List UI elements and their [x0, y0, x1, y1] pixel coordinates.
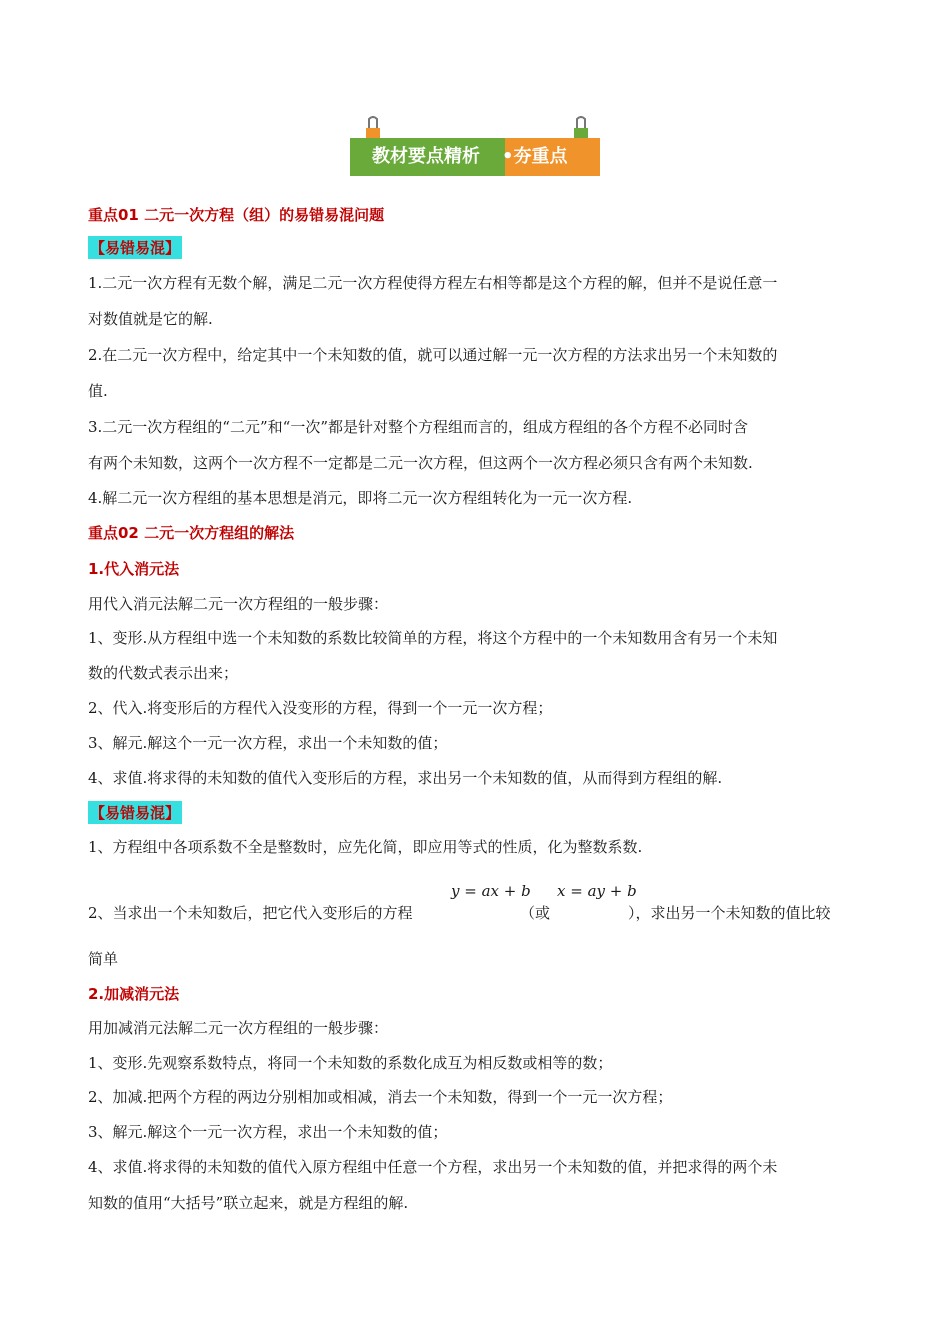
- paragraph-line: 3.二元一次方程组的“二元”和“一次”都是针对整个方程组而言的，组成方程组的各个方程不必同时含: [88, 418, 748, 436]
- paragraph-line: 2、代入.将变形后的方程代入没变形的方程，得到一个一元一次方程；: [88, 699, 553, 717]
- paragraph-line: 对数值就是它的解.: [88, 310, 213, 328]
- paragraph-line: 1、方程组中各项系数不全是整数时，应先化简，即应用等式的性质，化为整数系数.: [88, 838, 643, 856]
- subheading-substitution: 1.代入消元法: [88, 560, 180, 578]
- paragraph-line: 简单: [88, 950, 119, 968]
- subheading-elimination: 2.加减消元法: [88, 985, 180, 1003]
- paragraph-line: 用代入消元法解二元一次方程组的一般步骤：: [88, 595, 389, 613]
- paragraph-line: 用加减消元法解二元一次方程组的一般步骤：: [88, 1019, 389, 1037]
- paragraph-line: 3、解元.解这个一元一次方程，求出一个未知数的值；: [88, 734, 448, 752]
- paragraph-line: 知数的值用“大括号”联立起来，就是方程组的解.: [88, 1194, 409, 1212]
- paragraph-line: 4、求值.将求得的未知数的值代入原方程组中任意一个方程，求出另一个未知数的值，并把求得的两个未: [88, 1158, 778, 1176]
- section-banner: [350, 116, 600, 178]
- equation-x: x = ay + b: [557, 882, 637, 900]
- banner-title: 教材要点精析: [372, 146, 480, 167]
- paragraph-line: 有两个未知数，这两个一次方程不一定都是二元一次方程，但这两个一次方程必须只含有两个未知数.: [88, 454, 753, 472]
- paragraph-line: 1、变形.先观察系数特点，将同一个未知数的系数化成互为相反数或相等的数；: [88, 1054, 613, 1072]
- equation-y: y = ax + b: [451, 882, 531, 900]
- heading-key-point-2: 重点02 二元一次方程组的解法: [88, 524, 295, 542]
- paragraph-text: ），求出另一个未知数的值比较: [628, 904, 831, 922]
- paragraph-line: 2、当求出一个未知数后，把它代入变形后的方程: [88, 904, 413, 922]
- tag-error-prone: 【易错易混】: [88, 236, 182, 259]
- paragraph-line: 值.: [88, 382, 108, 400]
- banner-subtitle: •夯重点: [502, 146, 568, 167]
- paragraph-line: 1.二元一次方程有无数个解，满足二元一次方程使得方程左右相等都是这个方程的解，但并不是说任意一: [88, 274, 778, 292]
- paragraph-line: 4.解二元一次方程组的基本思想是消元，即将二元一次方程组转化为一元一次方程.: [88, 489, 633, 507]
- paragraph-line: 4、求值.将求得的未知数的值代入变形后的方程，求出另一个未知数的值，从而得到方程组的解.: [88, 769, 723, 787]
- paragraph-line: 1、变形.从方程组中选一个未知数的系数比较简单的方程，将这个方程中的一个未知数用含有另一个未知: [88, 629, 778, 647]
- heading-key-point-1: 重点01 二元一次方程（组）的易错易混问题: [88, 206, 385, 224]
- paragraph-text: （或: [520, 904, 551, 922]
- paragraph-line: 数的代数式表示出来；: [88, 664, 239, 682]
- paragraph-line: 3、解元.解这个一元一次方程，求出一个未知数的值；: [88, 1123, 448, 1141]
- paragraph-line: 2.在二元一次方程中，给定其中一个未知数的值，就可以通过解一元一次方程的方法求出另一个未知数的: [88, 346, 778, 364]
- tag-error-prone: 【易错易混】: [88, 801, 182, 824]
- paragraph-line: 2、加减.把两个方程的两边分别相加或相减，消去一个未知数，得到一个一元一次方程；: [88, 1088, 673, 1106]
